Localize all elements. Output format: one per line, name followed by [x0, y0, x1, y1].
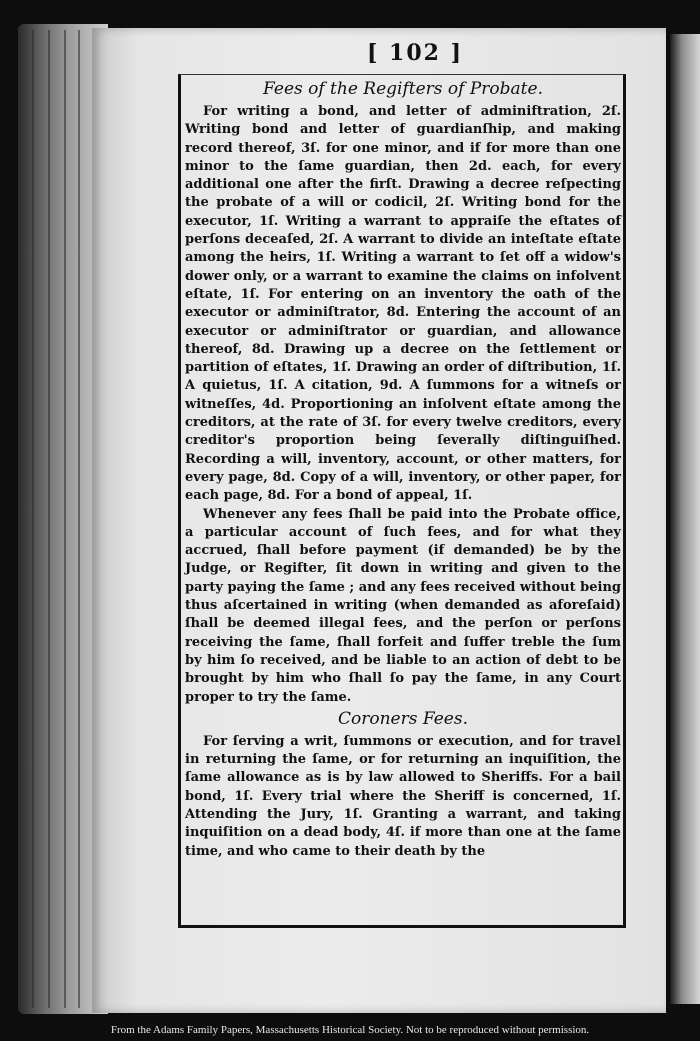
probate-fees-paragraph: For writing a bond, and letter of adminiftration, 2ſ. Writing bond and letter of guardianſhip, and making record thereof, 3ſ. for one minor, and if for more than one minor to the ſame guardian, then 2d. each, for every additional one after the firſt. Drawing a decree reſpecting the probate of a will or codicil, 2ſ. Writing bond for the executor, 1ſ. Writing a warrant to appraiſe the eſtates of perſons deceaſed, 2ſ. A warrant to divide an inteſtate eſtate among the heirs, 1ſ. Writing a warrant to ſet off a widow's dower only, or a warrant to examine the claims on infolvent eſtate, 1ſ. For entering on an inventory the oath of the executor or adminiſtrator, 8d. Entering the account of an executor or adminiſtrator or guardian, and allowance thereof, 8d. Drawing up a decree on the ſettlement or partition of eſtates, 1ſ. Drawing an order of diſtribution, 1ſ. A quietus, 1ſ. A citation, 9d. A ſummons for a witneſs or witneſſes, 4d. Proportioning an inſolvent eſtate among the creditors, at the rate of 3ſ. for every twelve creditors, every creditor's proportion being ſeverally diſtinguiſhed. Recording a will, inventory, account, or other matters, for every page, 8d. Copy of a will, inventory, or other paper, for each page, 8d. For a bond of appeal, 1ſ. [185, 104, 621, 504]
coroners-fees-paragraph: For ſerving a writ, ſummons or execution, and for travel in returning the ſame, or for returning an inquiſition, the ſame allowance as is by law allowed to Sheriffs. For a bail bond, 1ſ. Every trial where the Sheriff is concerned, 1ſ. Attending the Jury, 1ſ. Granting a warrant, and taking inquiſition on a dead body, 4ſ. if more than one at the ſame time, and who came to their death by the [185, 733, 621, 859]
text-column [178, 74, 626, 928]
facing-page-edge [670, 34, 700, 1004]
section-title-coroners: Coroners Fees. [338, 708, 468, 729]
section-title-probate: Fees of the Regifters of Probate. [263, 79, 543, 99]
page-number: [ 102 ] [366, 40, 464, 66]
probate-office-paragraph: Whenever any fees ſhall be paid into the Probate office, a particular account of ſuch fees, and for what they accrued, ſhall before payment (if demanded) be by the Judge, or Regifter, ſit down in writing and given to the party paying the ſame ; and any fees received without being thus aſcertained in writing (when demanded as aforeſaid) ſhall be deemed illegal fees, and the perſon or perſons receiving the ſame, ſhall forfeit and ſuffer treble the ſum by him ſo received, and be liable to an action of debt to be brought by him who ſhall ſo pay the ſame, in any Court proper to try the ſame. [185, 506, 621, 705]
archive-footer: From the Adams Family Papers, Massachusetts Historical Society. Not to be reproduced without permission. [110, 1024, 590, 1036]
